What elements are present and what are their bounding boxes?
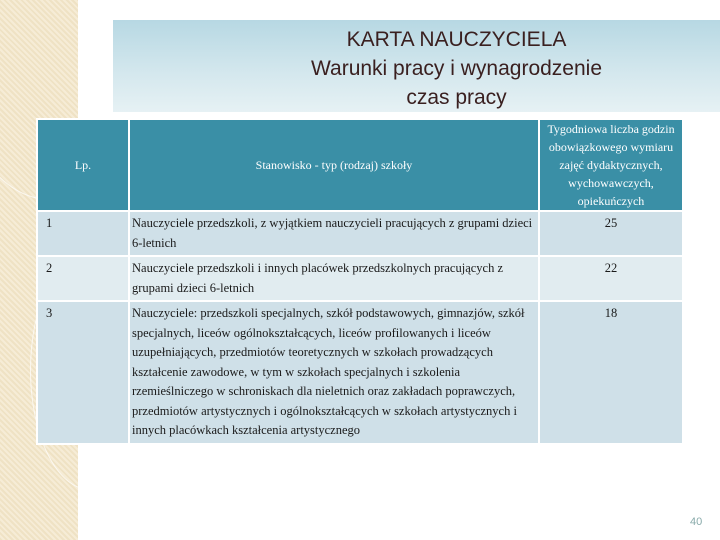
cell-lp: 2 xyxy=(37,256,129,301)
working-hours-table xyxy=(36,118,684,445)
cell-hours: 22 xyxy=(539,256,683,301)
title-line-1: KARTA NAUCZYCIELA xyxy=(346,28,567,51)
cell-lp: 1 xyxy=(37,211,129,256)
cell-lp: 3 xyxy=(37,301,129,444)
title-line-2: Warunki pracy i wynagrodzenie xyxy=(310,57,603,80)
header-position: Stanowisko - typ (rodzaj) szkoły xyxy=(129,119,539,211)
table-row xyxy=(37,256,683,301)
cell-position: Nauczyciele: przedszkoli specjalnych, szkół podstawowych, gimnazjów, szkół specjalnych, liceów ogólnokształcących, liceów profilowanych i liceów uzupełniających, przedmiotów teoretycznych w szkołach prowadzących kształcenie zawodowe, w tym w szkołach specjalnych i szkolenia rzemieślniczego w schroniskach dla nieletnich oraz zakładach poprawczych, przedmiotów artystycznych i ogólnokształcących w szkołach artystycznych i innych placówkach kształcenia artystycznego xyxy=(129,301,539,444)
header-hours: Tygodniowa liczba godzin obowiązkowego wymiaru zajęć dydaktycznych, wychowawczych, opiekuńczych xyxy=(539,119,683,211)
header-lp: Lp. xyxy=(37,119,129,211)
table-row xyxy=(37,211,683,256)
table-header-row xyxy=(37,119,683,211)
cell-hours: 18 xyxy=(539,301,683,444)
cell-hours: 25 xyxy=(539,211,683,256)
title-line-3: czas pracy xyxy=(406,86,507,109)
slide-title xyxy=(113,20,720,112)
page-number: 40 xyxy=(690,516,703,528)
cell-position: Nauczyciele przedszkoli, z wyjątkiem nauczycieli pracujących z grupami dzieci 6-letnich xyxy=(129,211,539,256)
cell-position: Nauczyciele przedszkoli i innych placówek przedszkolnych pracujących z grupami dzieci 6-letnich xyxy=(129,256,539,301)
table-row xyxy=(37,301,683,444)
